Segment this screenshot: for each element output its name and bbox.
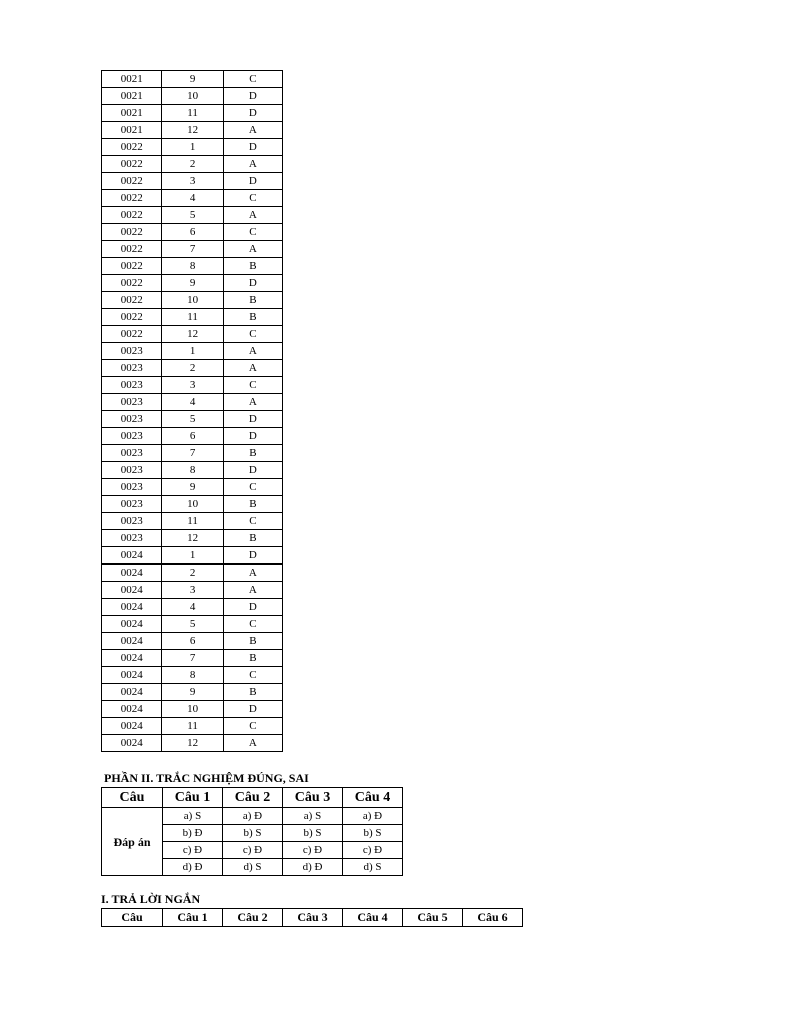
answer-row xyxy=(102,564,283,582)
answer-cell: B xyxy=(223,258,282,275)
question-number-cell: 10 xyxy=(162,496,223,513)
exam-code-cell: 0022 xyxy=(102,156,162,173)
true-false-cell: a) Đ xyxy=(343,808,403,825)
answer-row xyxy=(102,667,283,684)
answer-cell: C xyxy=(223,616,282,633)
answer-cell: A xyxy=(223,394,282,411)
true-false-cell: c) Đ xyxy=(283,842,343,859)
answer-row xyxy=(102,735,283,752)
answer-row xyxy=(102,71,283,88)
question-number-cell: 3 xyxy=(162,173,223,190)
question-number-cell: 3 xyxy=(162,377,223,394)
answer-row xyxy=(102,275,283,292)
answer-cell: A xyxy=(223,122,282,139)
exam-code-cell: 0023 xyxy=(102,462,162,479)
answer-row xyxy=(102,616,283,633)
answer-cell: B xyxy=(223,530,282,547)
question-number-cell: 6 xyxy=(162,224,223,241)
question-number-cell: 5 xyxy=(162,207,223,224)
true-false-cell: a) S xyxy=(163,808,223,825)
question-number-cell: 11 xyxy=(162,513,223,530)
answer-row xyxy=(102,258,283,275)
header-cau: Câu xyxy=(102,788,163,808)
answer-cell: A xyxy=(223,156,282,173)
answer-row xyxy=(102,360,283,377)
answer-row xyxy=(102,105,283,122)
exam-code-cell: 0024 xyxy=(102,667,162,684)
answer-cell: D xyxy=(223,462,282,479)
exam-code-cell: 0024 xyxy=(102,684,162,701)
answer-row xyxy=(102,599,283,616)
exam-code-cell: 0024 xyxy=(102,701,162,718)
question-number-cell: 10 xyxy=(162,292,223,309)
exam-code-cell: 0021 xyxy=(102,71,162,88)
exam-code-cell: 0024 xyxy=(102,564,162,582)
exam-code-cell: 0022 xyxy=(102,190,162,207)
answer-cell: D xyxy=(223,701,282,718)
header-cau-4: Câu 4 xyxy=(343,788,403,808)
question-number-cell: 4 xyxy=(162,394,223,411)
exam-code-cell: 0023 xyxy=(102,428,162,445)
exam-code-cell: 0023 xyxy=(102,343,162,360)
question-number-cell: 1 xyxy=(162,547,223,565)
true-false-cell: d) Đ xyxy=(163,859,223,876)
answer-row-label: Đáp án xyxy=(102,808,163,876)
answer-cell: C xyxy=(223,224,282,241)
question-number-cell: 4 xyxy=(162,190,223,207)
exam-code-cell: 0023 xyxy=(102,411,162,428)
answer-cell: D xyxy=(223,275,282,292)
question-number-cell: 4 xyxy=(162,599,223,616)
answer-cell: B xyxy=(223,292,282,309)
answer-row xyxy=(102,190,283,207)
answer-row xyxy=(102,547,283,565)
exam-code-cell: 0023 xyxy=(102,360,162,377)
true-false-table xyxy=(101,787,403,876)
answer-cell: C xyxy=(223,377,282,394)
question-number-cell: 11 xyxy=(162,309,223,326)
question-number-cell: 11 xyxy=(162,105,223,122)
answer-cell: D xyxy=(223,599,282,616)
answer-row xyxy=(102,343,283,360)
question-number-cell: 1 xyxy=(162,139,223,156)
answer-row xyxy=(102,292,283,309)
part3-title: I. TRẢ LỜI NGẮN xyxy=(101,892,201,906)
true-false-row xyxy=(102,808,403,825)
short-header-cau-2: Câu 2 xyxy=(223,909,283,927)
true-false-cell: b) S xyxy=(283,825,343,842)
header-cau-3: Câu 3 xyxy=(283,788,343,808)
answer-cell: D xyxy=(223,547,282,565)
question-number-cell: 9 xyxy=(162,71,223,88)
answer-cell: C xyxy=(223,479,282,496)
answer-cell: D xyxy=(223,88,282,105)
true-false-cell: c) Đ xyxy=(223,842,283,859)
exam-code-cell: 0022 xyxy=(102,241,162,258)
short-header-cau-6: Câu 6 xyxy=(463,909,523,927)
answer-cell: B xyxy=(223,633,282,650)
answer-key-table xyxy=(101,70,283,752)
short-answer-table xyxy=(101,908,523,927)
answer-row xyxy=(102,309,283,326)
exam-code-cell: 0022 xyxy=(102,224,162,241)
exam-code-cell: 0023 xyxy=(102,513,162,530)
answer-cell: C xyxy=(223,667,282,684)
question-number-cell: 7 xyxy=(162,445,223,462)
answer-cell: A xyxy=(223,564,282,582)
exam-code-cell: 0022 xyxy=(102,275,162,292)
answer-cell: A xyxy=(223,735,282,752)
exam-code-cell: 0022 xyxy=(102,292,162,309)
answer-cell: B xyxy=(223,650,282,667)
exam-code-cell: 0023 xyxy=(102,394,162,411)
question-number-cell: 7 xyxy=(162,650,223,667)
answer-row xyxy=(102,479,283,496)
exam-code-cell: 0023 xyxy=(102,445,162,462)
answer-row xyxy=(102,718,283,735)
exam-code-cell: 0022 xyxy=(102,258,162,275)
answer-key-body xyxy=(102,71,283,752)
answer-cell: C xyxy=(223,718,282,735)
question-number-cell: 10 xyxy=(162,88,223,105)
answer-row xyxy=(102,377,283,394)
exam-code-cell: 0023 xyxy=(102,479,162,496)
exam-code-cell: 0024 xyxy=(102,718,162,735)
short-header-cau-4: Câu 4 xyxy=(343,909,403,927)
exam-code-cell: 0022 xyxy=(102,326,162,343)
answer-row xyxy=(102,241,283,258)
answer-row xyxy=(102,701,283,718)
answer-row xyxy=(102,582,283,599)
exam-code-cell: 0022 xyxy=(102,173,162,190)
true-false-body xyxy=(102,808,403,876)
question-number-cell: 11 xyxy=(162,718,223,735)
exam-code-cell: 0024 xyxy=(102,633,162,650)
true-false-cell: d) S xyxy=(223,859,283,876)
answer-row xyxy=(102,173,283,190)
part2-title: PHẦN II. TRẮC NGHIỆM ĐÚNG, SAI xyxy=(104,771,309,785)
question-number-cell: 8 xyxy=(162,667,223,684)
answer-cell: C xyxy=(223,513,282,530)
question-number-cell: 6 xyxy=(162,428,223,445)
answer-row xyxy=(102,411,283,428)
question-number-cell: 9 xyxy=(162,275,223,292)
exam-code-cell: 0024 xyxy=(102,547,162,565)
answer-row xyxy=(102,513,283,530)
answer-cell: D xyxy=(223,428,282,445)
question-number-cell: 12 xyxy=(162,530,223,547)
answer-cell: D xyxy=(223,173,282,190)
question-number-cell: 1 xyxy=(162,343,223,360)
answer-row xyxy=(102,462,283,479)
answer-cell: B xyxy=(223,445,282,462)
exam-code-cell: 0024 xyxy=(102,650,162,667)
exam-code-cell: 0022 xyxy=(102,309,162,326)
exam-code-cell: 0024 xyxy=(102,735,162,752)
true-false-cell: a) S xyxy=(283,808,343,825)
answer-row xyxy=(102,207,283,224)
answer-cell: A xyxy=(223,582,282,599)
exam-code-cell: 0022 xyxy=(102,207,162,224)
question-number-cell: 5 xyxy=(162,411,223,428)
short-answer-header-row xyxy=(102,909,523,927)
true-false-cell: a) Đ xyxy=(223,808,283,825)
question-number-cell: 3 xyxy=(162,582,223,599)
answer-row xyxy=(102,122,283,139)
true-false-cell: c) Đ xyxy=(343,842,403,859)
question-number-cell: 6 xyxy=(162,633,223,650)
header-cau-2: Câu 2 xyxy=(223,788,283,808)
answer-cell: A xyxy=(223,241,282,258)
answer-row xyxy=(102,224,283,241)
short-header-cau-5: Câu 5 xyxy=(403,909,463,927)
short-header-cau-1: Câu 1 xyxy=(163,909,223,927)
exam-code-cell: 0023 xyxy=(102,496,162,513)
answer-cell: A xyxy=(223,360,282,377)
answer-cell: C xyxy=(223,71,282,88)
short-header-cau-3: Câu 3 xyxy=(283,909,343,927)
short-header-cau: Câu xyxy=(102,909,163,927)
exam-code-cell: 0021 xyxy=(102,105,162,122)
exam-code-cell: 0021 xyxy=(102,88,162,105)
answer-cell: D xyxy=(223,105,282,122)
question-number-cell: 2 xyxy=(162,360,223,377)
exam-code-cell: 0023 xyxy=(102,530,162,547)
question-number-cell: 12 xyxy=(162,122,223,139)
answer-cell: B xyxy=(223,684,282,701)
question-number-cell: 9 xyxy=(162,684,223,701)
answer-cell: C xyxy=(223,190,282,207)
question-number-cell: 5 xyxy=(162,616,223,633)
question-number-cell: 2 xyxy=(162,564,223,582)
answer-cell: B xyxy=(223,496,282,513)
question-number-cell: 8 xyxy=(162,462,223,479)
question-number-cell: 10 xyxy=(162,701,223,718)
exam-code-cell: 0024 xyxy=(102,599,162,616)
question-number-cell: 12 xyxy=(162,326,223,343)
answer-row xyxy=(102,139,283,156)
true-false-header-row xyxy=(102,788,403,808)
answer-row xyxy=(102,428,283,445)
answer-cell: A xyxy=(223,207,282,224)
exam-code-cell: 0024 xyxy=(102,616,162,633)
exam-code-cell: 0023 xyxy=(102,377,162,394)
answer-row xyxy=(102,88,283,105)
true-false-cell: d) Đ xyxy=(283,859,343,876)
question-number-cell: 9 xyxy=(162,479,223,496)
answer-row xyxy=(102,156,283,173)
answer-row xyxy=(102,445,283,462)
exam-code-cell: 0024 xyxy=(102,582,162,599)
answer-row xyxy=(102,496,283,513)
question-number-cell: 12 xyxy=(162,735,223,752)
answer-cell: A xyxy=(223,343,282,360)
answer-cell: B xyxy=(223,309,282,326)
answer-cell: D xyxy=(223,139,282,156)
answer-cell: D xyxy=(223,411,282,428)
answer-row xyxy=(102,394,283,411)
answer-row xyxy=(102,633,283,650)
answer-row xyxy=(102,530,283,547)
true-false-cell: c) Đ xyxy=(163,842,223,859)
answer-row xyxy=(102,326,283,343)
exam-code-cell: 0021 xyxy=(102,122,162,139)
answer-row xyxy=(102,684,283,701)
question-number-cell: 7 xyxy=(162,241,223,258)
true-false-cell: d) S xyxy=(343,859,403,876)
exam-code-cell: 0022 xyxy=(102,139,162,156)
true-false-cell: b) S xyxy=(223,825,283,842)
question-number-cell: 2 xyxy=(162,156,223,173)
question-number-cell: 8 xyxy=(162,258,223,275)
answer-cell: C xyxy=(223,326,282,343)
header-cau-1: Câu 1 xyxy=(163,788,223,808)
true-false-cell: b) S xyxy=(343,825,403,842)
true-false-cell: b) Đ xyxy=(163,825,223,842)
answer-row xyxy=(102,650,283,667)
